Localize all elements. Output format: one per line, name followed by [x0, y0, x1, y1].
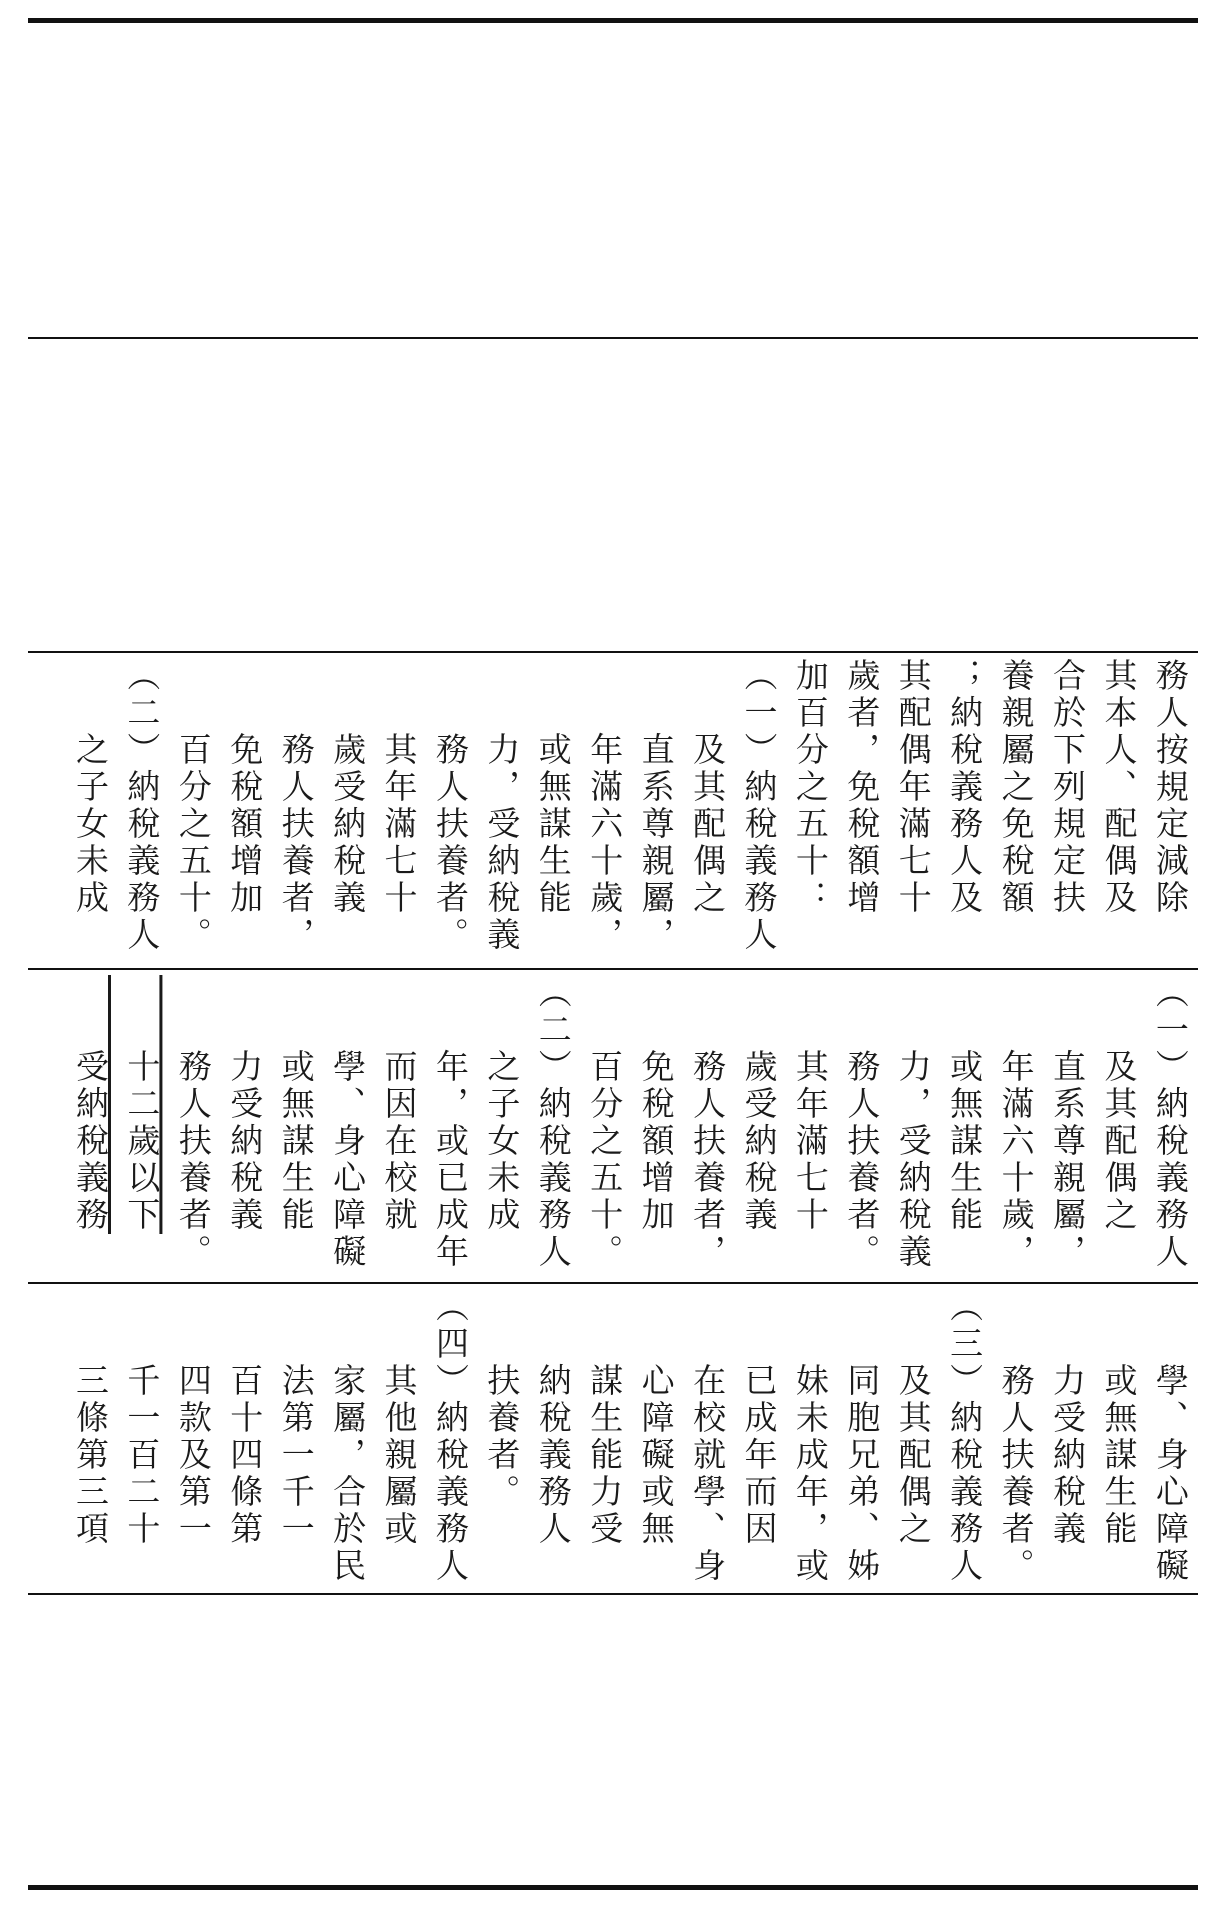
text-column: 其配偶年滿七十	[893, 658, 933, 917]
text-column: 十二歲以下	[122, 975, 162, 1234]
text-column: 受納稅義務	[71, 975, 110, 1234]
text-column: （一）納稅義務人	[1150, 975, 1190, 1271]
text-column: 家屬，合於民	[328, 1289, 368, 1585]
top-border	[28, 18, 1198, 23]
text-column: 務人扶養者。	[996, 1289, 1036, 1585]
text-column: （二）納稅義務人	[533, 975, 573, 1271]
text-column: 及其配偶之	[688, 658, 728, 917]
text-column: 或無謀生能	[533, 658, 573, 917]
text-column: 學、身心障礙	[1150, 1289, 1190, 1585]
divider-4	[28, 1282, 1198, 1284]
text-column: 而因在校就	[379, 975, 419, 1234]
text-column: 及其配偶之	[893, 1289, 933, 1548]
text-column: 之子女未成	[482, 975, 522, 1234]
text-column: 千一百二十	[122, 1289, 162, 1548]
text-column: ；納稅義務人及	[945, 658, 985, 917]
text-column: 心障礙或無	[636, 1289, 676, 1548]
text-column: 謀生能力受	[585, 1289, 625, 1548]
text-column: 在校就學、身	[688, 1289, 728, 1585]
text-column: 年，或已成年	[430, 975, 470, 1271]
text-column: 扶養者。	[482, 1289, 522, 1511]
text-column: 妹未成年，或	[790, 1289, 830, 1585]
text-column: 力受納稅義	[225, 975, 265, 1234]
text-column: 或無謀生能	[1099, 1289, 1139, 1548]
text-column: （三）納稅義務人	[945, 1289, 985, 1585]
text-column: 四款及第一	[173, 1289, 213, 1548]
text-column: 直系尊親屬，	[1048, 975, 1088, 1271]
text-column: 歲者，免稅額增	[842, 658, 882, 917]
text-column: 務人扶養者，	[276, 658, 316, 954]
text-block-2	[70, 975, 1190, 1277]
text-column: 其他親屬或	[379, 1289, 419, 1548]
divider-5	[28, 1593, 1198, 1595]
text-column: 歲受納稅義	[739, 975, 779, 1234]
text-column: 或無謀生能	[276, 975, 316, 1234]
text-column: 學、身心障礙	[328, 975, 368, 1271]
text-column: 力，受納稅義	[893, 975, 933, 1271]
text-column: 免稅額增加	[636, 975, 676, 1234]
text-column: （四）納稅義務人	[430, 1289, 470, 1585]
text-column: 或無謀生能	[945, 975, 985, 1234]
text-column: 同胞兄弟、姊	[842, 1289, 882, 1585]
text-column: 直系尊親屬，	[636, 658, 676, 954]
text-column: 之子女未成	[71, 658, 110, 917]
text-column: （一）納稅義務人	[739, 658, 779, 954]
text-column: 力受納稅義	[1048, 1289, 1088, 1548]
text-column: 年滿六十歲，	[585, 658, 625, 954]
text-column: 歲受納稅義	[328, 658, 368, 917]
divider-3	[28, 968, 1198, 970]
text-column: 已成年而因	[739, 1289, 779, 1548]
text-column: 納稅義務人	[533, 1289, 573, 1548]
text-column: 力，受納稅義	[482, 658, 522, 954]
divider-2	[28, 651, 1198, 653]
text-column: 法第一千一	[276, 1289, 316, 1548]
text-column: 百十四條第	[225, 1289, 265, 1548]
text-column: 其年滿七十	[379, 658, 419, 917]
text-column: 三條第三項	[71, 1289, 110, 1548]
bottom-border	[28, 1885, 1198, 1890]
text-column: （二）納稅義務人	[122, 658, 162, 954]
divider-1	[28, 337, 1198, 339]
text-block-1	[70, 658, 1190, 963]
text-column: 其本人、配偶及	[1099, 658, 1139, 917]
text-column: 免稅額增加	[225, 658, 265, 917]
text-column: 養親屬之免稅額	[996, 658, 1036, 917]
text-column: 合於下列規定扶	[1048, 658, 1088, 917]
text-column: 加百分之五十：	[790, 658, 830, 917]
text-column: 年滿六十歲，	[996, 975, 1036, 1271]
text-column: 務人扶養者，	[688, 975, 728, 1271]
text-column: 務人扶養者。	[430, 658, 470, 954]
text-block-3	[70, 1289, 1190, 1588]
text-column: 百分之五十。	[173, 658, 213, 954]
text-column: 百分之五十。	[585, 975, 625, 1271]
text-column: 務人扶養者。	[842, 975, 882, 1271]
text-column: 務人按規定減除	[1150, 658, 1190, 917]
text-column: 其年滿七十	[790, 975, 830, 1234]
text-column: 及其配偶之	[1099, 975, 1139, 1234]
text-column: 務人扶養者。	[173, 975, 213, 1271]
